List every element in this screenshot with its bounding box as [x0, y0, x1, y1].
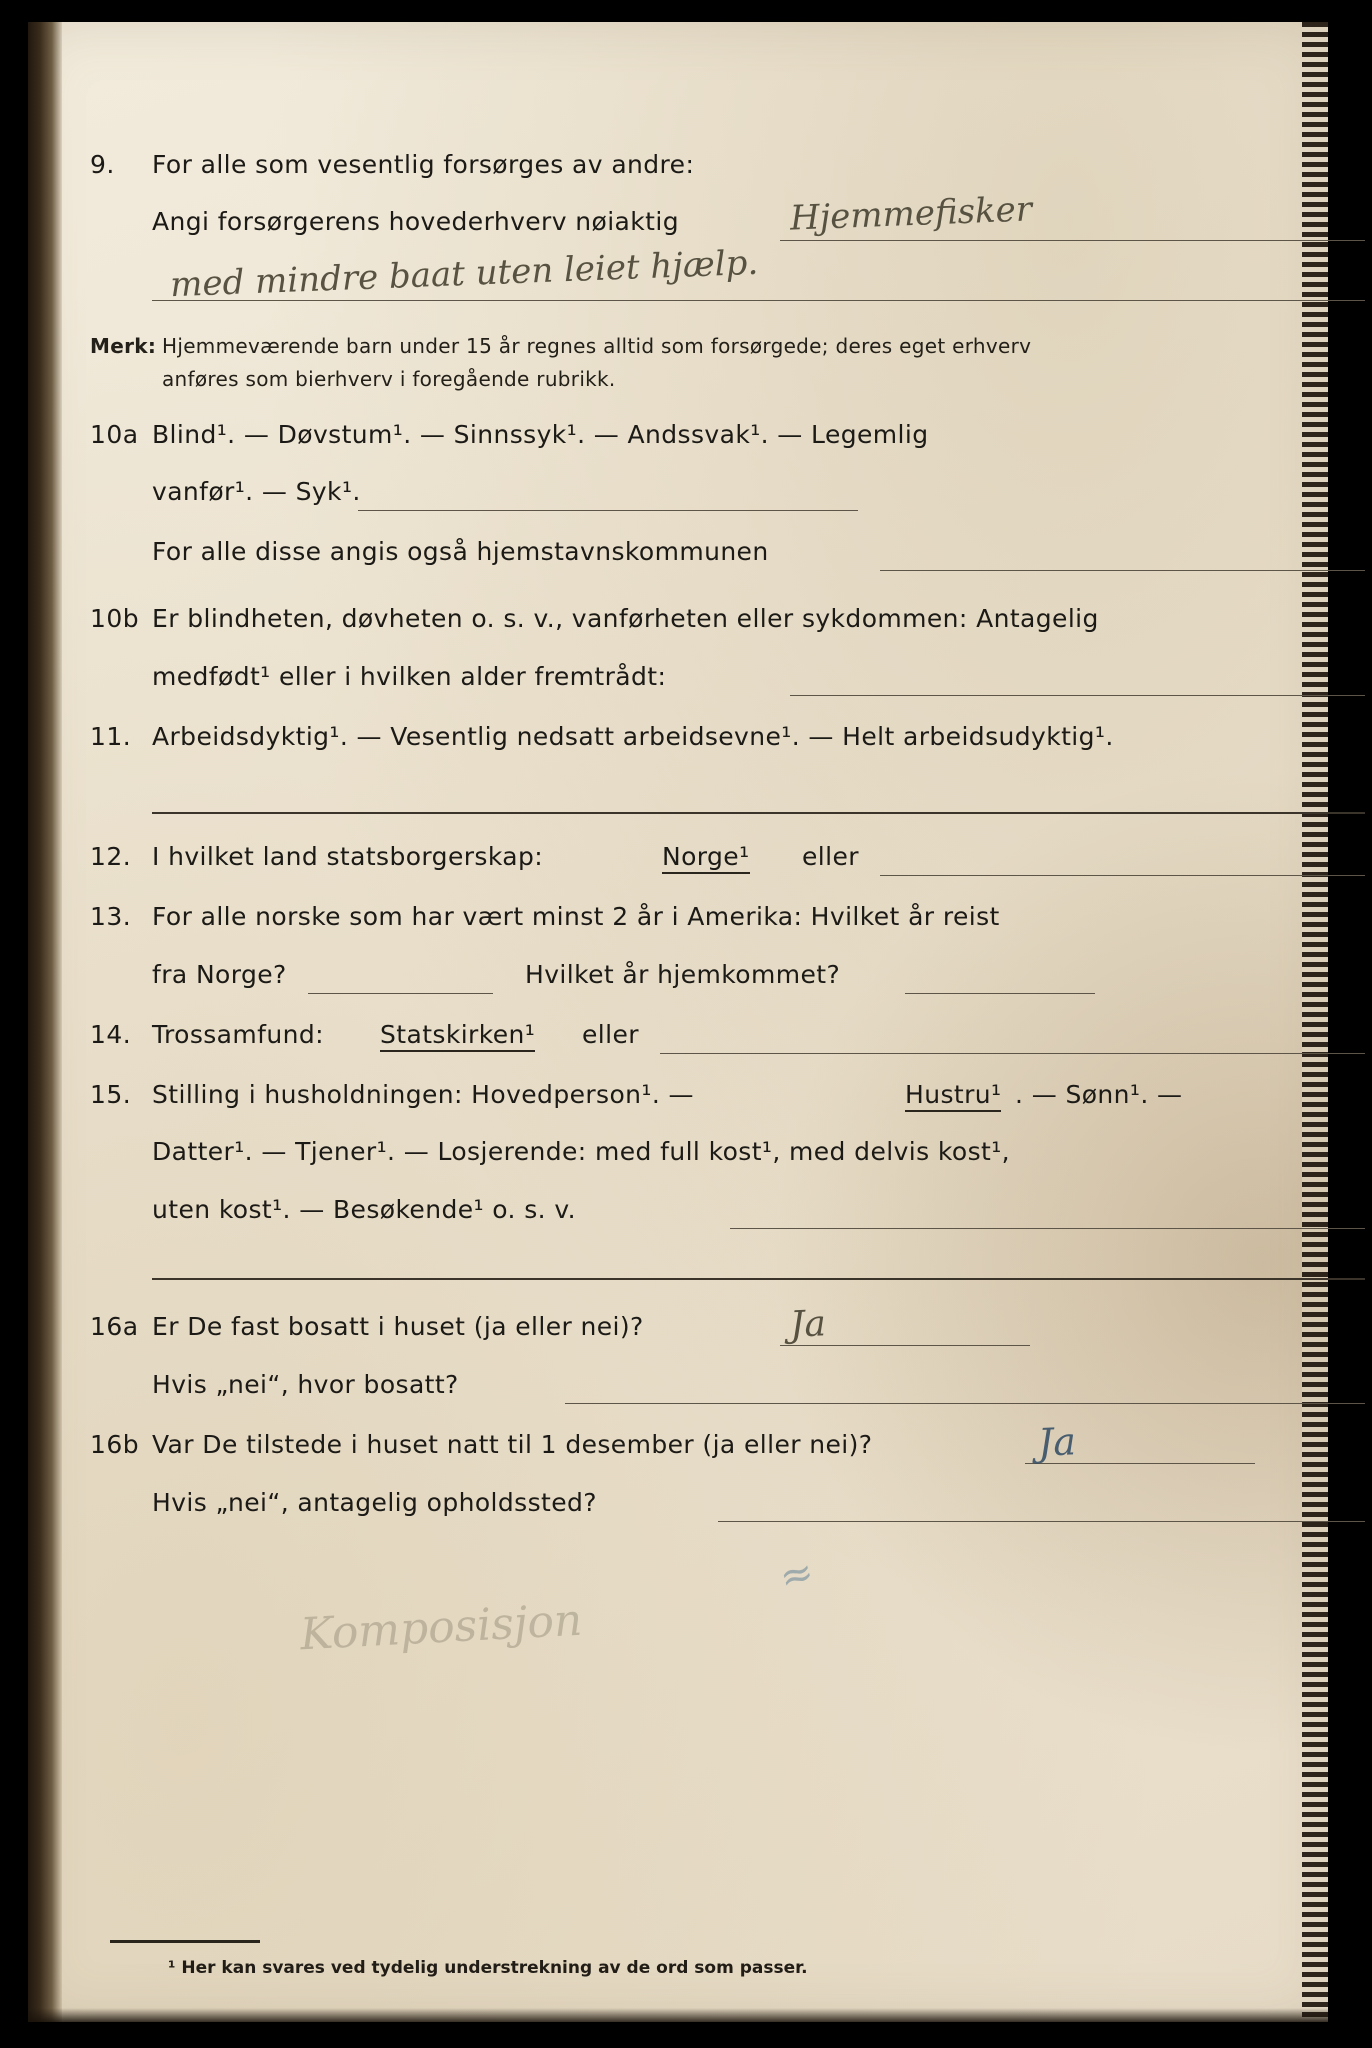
item-13-line2: fra Norge?	[152, 960, 287, 989]
item-10b-number: 10b	[90, 604, 140, 633]
item-10b-line1: Er blindheten, døvheten o. s. v., vanførheten eller sykdommen: Antagelig	[152, 604, 1099, 633]
merk-label: Merk:	[90, 334, 157, 358]
page-right-edge	[1302, 22, 1328, 2022]
item-9-answer-1: Hjemmefisker	[789, 189, 1033, 239]
ink-blot: ≈	[774, 1548, 819, 1602]
merk-line1: Hjemmeværende barn under 15 år regnes alltid som forsørgede; deres eget erhverv	[162, 334, 1032, 358]
section-divider-1	[152, 812, 1365, 814]
item-9-answer-line-1	[780, 240, 1365, 241]
item-12-line1b: eller	[802, 842, 859, 871]
item-15-line3: uten kost¹. — Besøkende¹ o. s. v.	[152, 1195, 576, 1224]
item-12-answer-underlined: Norge¹	[662, 842, 750, 874]
item-16a-answer: Ja	[789, 1303, 827, 1346]
item-13-line1: For alle norske som har vært minst 2 år i Amerika: Hvilket år reist	[152, 902, 1000, 931]
item-16b-number: 16b	[90, 1430, 140, 1459]
item-16a-number: 16a	[90, 1312, 139, 1341]
item-14-line1b: eller	[582, 1020, 639, 1049]
item-15-line2: Datter¹. — Tjener¹. — Losjerende: med full kost¹, med delvis kost¹,	[152, 1137, 1010, 1166]
item-9-answer-2: med mindre baat uten leiet hjælp.	[169, 242, 759, 306]
item-11-number: 11.	[90, 722, 132, 751]
item-15-line1a: Stilling i husholdningen: Hovedperson¹. —	[152, 1080, 694, 1109]
background-smudge: Komposisjon	[298, 1594, 584, 1661]
footnote-text: ¹ Her kan svares ved tydelig understrekning av de ord som passer.	[168, 1958, 808, 1978]
item-16b-line2: Hvis „nei“, antagelig opholdssted?	[152, 1488, 597, 1517]
item-9-answer-line-2	[152, 300, 1365, 301]
item-13-line2b: Hvilket år hjemkommet?	[525, 960, 841, 989]
item-13-blank-1	[308, 993, 493, 994]
form-content	[90, 22, 1270, 2022]
scanned-form-page	[28, 22, 1328, 2022]
item-16b-answer: Ja	[1037, 1419, 1077, 1465]
item-13-number: 13.	[90, 902, 132, 931]
item-15-role-underlined: Hustru¹	[905, 1080, 1001, 1112]
page-binding-edge	[28, 22, 62, 2022]
item-15-number: 15.	[90, 1080, 132, 1109]
item-10a-line3-blank	[880, 570, 1365, 571]
item-14-answer-underlined: Statskirken¹	[380, 1020, 535, 1052]
merk-line2: anføres som bierhverv i foregående rubrikk.	[162, 367, 616, 391]
item-10b-line2: medfødt¹ eller i hvilken alder fremtrådt:	[152, 662, 667, 691]
item-15-line1b: . — Sønn¹. —	[1015, 1080, 1183, 1109]
item-15-blank	[730, 1228, 1365, 1229]
item-16a-answer-line	[780, 1345, 1030, 1346]
item-16a-line2: Hvis „nei“, hvor bosatt?	[152, 1370, 459, 1399]
item-16a-blank-2	[565, 1403, 1365, 1404]
item-10a-line1: Blind¹. — Døvstum¹. — Sinnssyk¹. — Andssvak¹. — Legemlig	[152, 420, 929, 449]
item-14-number: 14.	[90, 1020, 132, 1049]
item-10a-line2: vanfør¹. — Syk¹.	[152, 477, 361, 506]
item-9-line1: For alle som vesentlig forsørges av andre:	[152, 150, 695, 179]
item-10a-line2-blank	[358, 510, 858, 511]
item-9-line2: Angi forsørgerens hovederhverv nøiaktig	[152, 207, 679, 236]
item-14-line1: Trossamfund:	[152, 1020, 324, 1049]
item-9-number: 9.	[90, 150, 115, 179]
footnote-divider	[110, 1940, 260, 1943]
item-16a-line1: Er De fast bosatt i huset (ja eller nei)?	[152, 1312, 644, 1341]
item-12-blank	[880, 875, 1365, 876]
item-14-blank	[660, 1053, 1365, 1054]
item-10a-line3: For alle disse angis også hjemstavnskommunen	[152, 537, 769, 566]
item-16b-line1: Var De tilstede i huset natt til 1 desember (ja eller nei)?	[152, 1430, 873, 1459]
item-11-line1: Arbeidsdyktig¹. — Vesentlig nedsatt arbeidsevne¹. — Helt arbeidsudyktig¹.	[152, 722, 1114, 751]
item-10b-blank	[790, 695, 1365, 696]
item-16b-blank-2	[718, 1521, 1365, 1522]
section-divider-2	[152, 1278, 1365, 1280]
item-13-blank-2	[905, 993, 1095, 994]
item-10a-number: 10a	[90, 420, 139, 449]
item-12-line1: I hvilket land statsborgerskap:	[152, 842, 544, 871]
item-12-number: 12.	[90, 842, 132, 871]
